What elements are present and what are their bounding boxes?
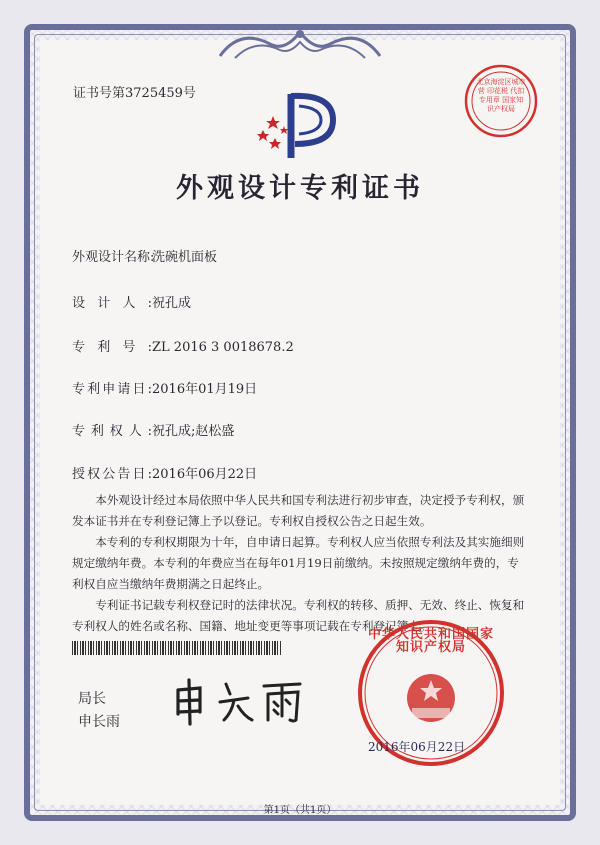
field-value: ZL 2016 3 0018678.2	[152, 340, 294, 355]
director-name: 申长雨	[78, 714, 120, 730]
field-patentee	[72, 420, 234, 439]
barcode	[72, 641, 282, 655]
paragraph-grant: 本外观设计经过本局依照中华人民共和国专利法进行初步审查，决定授予专利权，颁发本证书并在专利登记簿上予以登记。专利权自授权公告之日起生效。	[72, 493, 525, 528]
tax-stamp-text: 北京海淀区城市营 印花税 代扣专用章 国家知识产权局	[476, 78, 526, 113]
director-signature	[168, 676, 308, 728]
field-label: 专利权人:	[72, 424, 152, 439]
field-patent-number	[72, 336, 294, 355]
field-label: 专利号:	[72, 340, 152, 355]
field-application-date	[72, 378, 257, 397]
field-value: 2016年06月22日	[152, 467, 258, 482]
field-label: 设计人:	[72, 296, 152, 311]
field-designer	[72, 292, 191, 311]
official-seal-text: 中华人民共和国国家知识产权局	[367, 627, 494, 655]
tax-stamp	[462, 62, 540, 140]
page-number: 第1页（共1页）	[263, 805, 337, 816]
field-value: 祝孔成	[152, 296, 192, 311]
top-ornament-icon	[210, 24, 390, 64]
field-label: 外观设计名称:	[72, 250, 155, 265]
field-value: 祝孔成;赵松盛	[152, 424, 235, 439]
field-label: 专利申请日:	[72, 382, 152, 397]
field-grant-date	[72, 463, 257, 482]
field-design-name	[72, 246, 217, 265]
paragraph-legal-status: 专利证书记载专利权登记时的法律状况。专利权的转移、质押、无效、终止、恢复和专利权人的姓名或名称、国籍、地址变更等事项记载在专利登记簿上。	[72, 598, 525, 633]
seal-date: 2016年06月22日	[368, 740, 466, 754]
certificate-title: 外观设计专利证书	[176, 173, 424, 204]
patent-office-logo-icon	[255, 88, 345, 164]
certificate-number: 证书号第3725459号	[73, 86, 196, 101]
field-label: 授权公告日:	[72, 467, 152, 482]
field-value: 洗碗机面板	[152, 250, 218, 265]
paragraph-term: 本专利的专利权期限为十年，自申请日起算。专利权人应当依照专利法及其实施细则规定缴纳年费。本专利的年费应当在每年01月19日前缴纳。未按照规定缴纳年费的，专利权自应当缴纳年费期满之日起终止。	[72, 535, 525, 591]
director-title: 局长	[78, 691, 106, 707]
field-value: 2016年01月19日	[152, 382, 258, 397]
